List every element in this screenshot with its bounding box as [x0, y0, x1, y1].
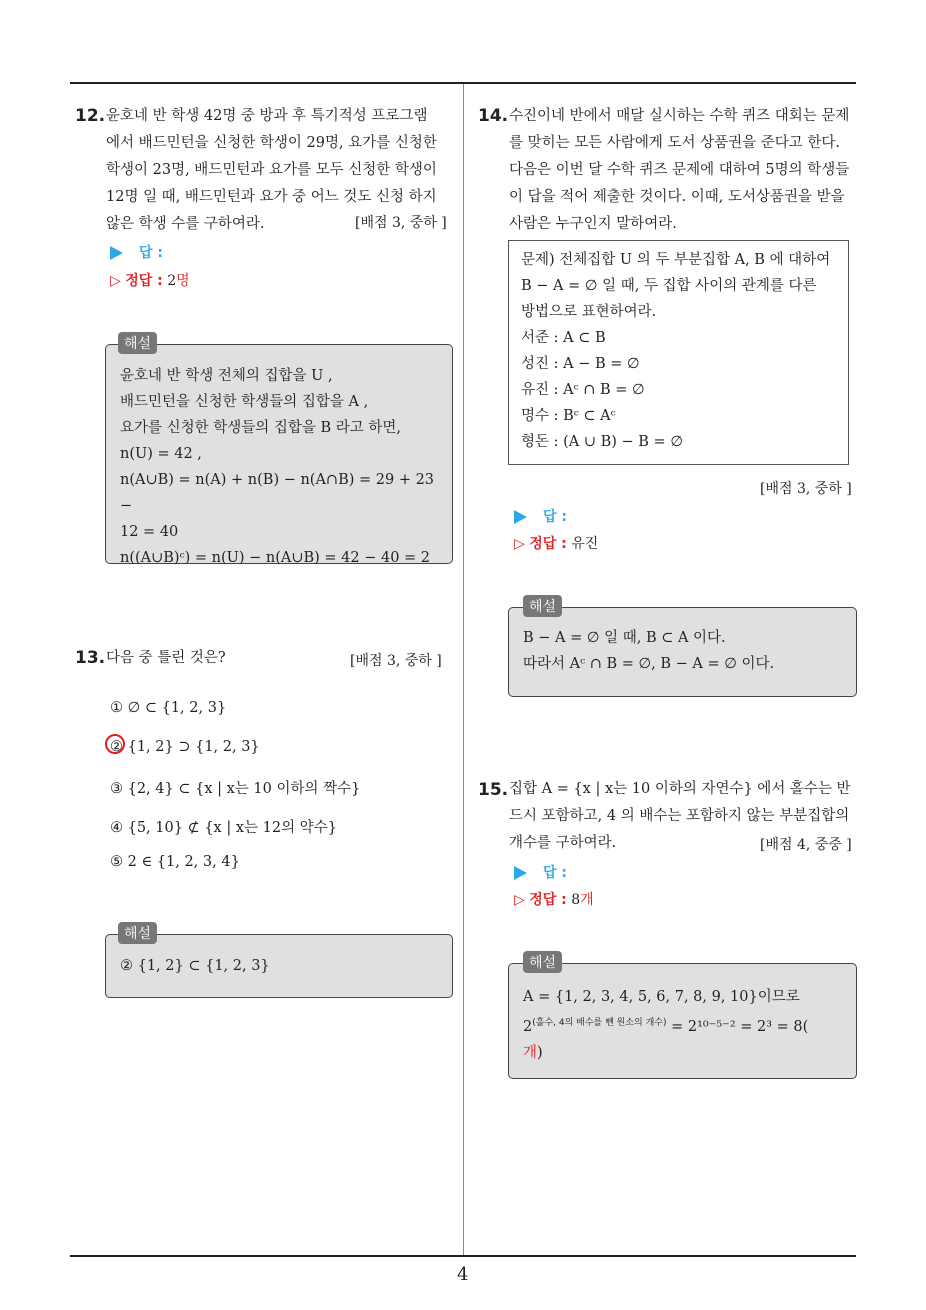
q15-number: 15. — [478, 780, 509, 800]
q12-correct-row — [110, 270, 190, 290]
choice-2-marker: ② — [110, 739, 123, 755]
q14-line: 이 답을 적어 제출한 것이다. 이때, 도서상품권을 받을 — [509, 189, 845, 205]
correct-value: 유진 — [571, 536, 599, 552]
explanation-line: n((A∪B)ᶜ) = n(U) − n(A∪B) = 42 − 40 = 2 — [120, 550, 431, 566]
explanation-line: ② {1, 2} ⊂ {1, 2, 3} — [120, 958, 270, 974]
q15-points: [배점 4, 중중 ] — [760, 837, 852, 853]
explanation-line: 따라서 Aᶜ ∩ B = ∅, B − A = ∅ 이다. — [523, 656, 775, 672]
choice-2-text: {1, 2} ⊃ {1, 2, 3} — [127, 739, 260, 755]
q13-points: [배점 3, 중하 ] — [350, 653, 442, 669]
explanation-line: 배드민턴을 신청한 학생들의 집합을 A , — [120, 394, 369, 410]
box-line: B − A = ∅ 일 때, 두 집합 사이의 관계를 다른 — [521, 278, 817, 294]
answer-label: 답 : — [543, 509, 567, 525]
q12-answer-row[interactable] — [110, 242, 163, 262]
explanation-line: 12 = 40 — [120, 524, 179, 540]
choice-1[interactable]: ① ∅ ⊂ {1, 2, 3} — [110, 700, 227, 716]
explanation-line: 요가를 신청한 학생들의 집합을 B 라고 하면, — [120, 420, 402, 436]
box-line: 성진 : A − B = ∅ — [521, 356, 640, 372]
q12-line: 12명 일 때, 배드민턴과 요가 중 어느 것도 신청 하지 — [106, 189, 437, 205]
q15-explanation-box — [508, 963, 857, 1079]
q12-line: 학생이 23명, 배드민턴과 요가를 모두 신청한 학생이 — [106, 162, 437, 178]
exp-close: ) — [537, 1044, 543, 1061]
q15-explanation-tag: 해설 — [523, 951, 562, 973]
q15-answer-row[interactable] — [514, 862, 567, 882]
explanation-line: n(A∪B) = n(A) + n(B) − n(A∩B) = 29 + 23 − — [120, 472, 435, 514]
q14-points: [배점 3, 중하 ] — [760, 481, 852, 497]
explanation-line: A = {1, 2, 3, 4, 5, 6, 7, 8, 9, 10}이므로 — [523, 989, 800, 1005]
q14-line: 다음은 이번 달 수학 퀴즈 문제에 대하여 5명의 학생들 — [509, 162, 850, 178]
q14-line: 사람은 누구인지 말하여라. — [509, 216, 677, 232]
q15-correct-row — [514, 889, 594, 909]
explanation-line: B − A = ∅ 일 때, B ⊂ A 이다. — [523, 630, 726, 646]
q15-line: 집합 A = {x | x는 10 이하의 자연수} 에서 홀수는 반 — [509, 781, 851, 797]
q13-number: 13. — [75, 648, 106, 668]
q14-explanation-tag: 해설 — [523, 595, 562, 617]
q12-number: 12. — [75, 106, 106, 126]
answer-label: 답 : — [543, 865, 567, 881]
box-line: 서준 : A ⊂ B — [521, 330, 606, 346]
q12-line: 않은 학생 수를 구하여라. — [106, 216, 265, 232]
choice-4[interactable]: ④ {5, 10} ⊄ {x | x는 12의 약수} — [110, 820, 337, 836]
exp-exponent: (홀수, 4의 배수를 뺀 원소의 개수) — [532, 1018, 667, 1028]
correct-unit: 명 — [176, 273, 190, 289]
exp-unit: 개 — [523, 1044, 538, 1061]
bottom-rule — [70, 1255, 856, 1257]
choice-3[interactable]: ③ {2, 4} ⊂ {x | x는 10 이하의 짝수} — [110, 781, 361, 797]
q14-explanation-box — [508, 607, 857, 697]
q12-points: [배점 3, 중하 ] — [355, 215, 447, 231]
explanation-line: n(U) = 42 , — [120, 446, 202, 462]
exp-rest: = 2¹⁰⁻⁵⁻² = 2³ = 8( — [666, 1018, 809, 1035]
outline-triangle-icon: ▷ — [110, 273, 121, 289]
q14-line: 를 맞히는 모든 사람에게 도서 상품권을 준다고 한다. — [509, 135, 841, 151]
q14-line: 수진이네 반에서 매달 실시하는 수학 퀴즈 대회는 문제 — [509, 108, 850, 124]
play-triangle-icon — [110, 246, 123, 260]
correct-value: 8 — [571, 892, 581, 908]
play-triangle-icon — [514, 510, 527, 524]
q13-explanation-tag: 해설 — [118, 922, 157, 944]
page-number: 4 — [457, 1264, 469, 1285]
q13-explanation-box — [105, 934, 453, 998]
column-divider — [463, 84, 464, 1256]
q14-correct-row — [514, 533, 598, 553]
box-line: 명수 : Bᶜ ⊂ Aᶜ — [521, 408, 616, 424]
box-line: 형돈 : (A ∪ B) − B = ∅ — [521, 434, 683, 450]
correct-value: 2 — [167, 273, 177, 289]
exp-base: 2 — [523, 1018, 533, 1035]
q12-line: 윤호네 반 학생 42명 중 방과 후 특기적성 프로그램 — [106, 108, 428, 124]
answer-label: 답 : — [139, 245, 163, 261]
q14-problem-box — [508, 240, 849, 465]
q12-line: 에서 배드민턴을 신청한 학생이 29명, 요가를 신청한 — [106, 135, 437, 151]
play-triangle-icon — [514, 866, 527, 880]
q12-explanation-box — [105, 344, 453, 564]
q12-explanation-tag: 해설 — [118, 332, 157, 354]
q13-question: 다음 중 틀린 것은? — [106, 650, 226, 666]
q14-number: 14. — [478, 106, 509, 126]
correct-unit: 개 — [580, 892, 594, 908]
explanation-line: 윤호네 반 학생 전체의 집합을 U , — [120, 368, 333, 384]
box-line: 유진 : Aᶜ ∩ B = ∅ — [521, 382, 645, 398]
correct-label: 정답 : — [529, 536, 567, 552]
q14-text — [509, 103, 861, 238]
box-line: 방법으로 표현하여라. — [521, 304, 657, 320]
correct-label: 정답 : — [125, 273, 163, 289]
correct-label: 정답 : — [529, 892, 567, 908]
explanation-line — [523, 1040, 842, 1066]
choice-5[interactable]: ⑤ 2 ∈ {1, 2, 3, 4} — [110, 854, 240, 870]
outline-triangle-icon: ▷ — [514, 892, 525, 908]
q14-answer-row[interactable] — [514, 506, 567, 526]
outline-triangle-icon: ▷ — [514, 536, 525, 552]
box-line: 문제) 전체집합 U 의 두 부분집합 A, B 에 대하여 — [521, 252, 831, 268]
q15-line: 개수를 구하여라. — [509, 835, 617, 851]
q15-line: 드시 포함하고, 4 의 배수는 포함하지 않는 부분집합의 — [509, 808, 850, 824]
selected-circle-icon — [105, 734, 125, 754]
explanation-line — [523, 1010, 842, 1040]
choice-2[interactable] — [110, 739, 260, 755]
